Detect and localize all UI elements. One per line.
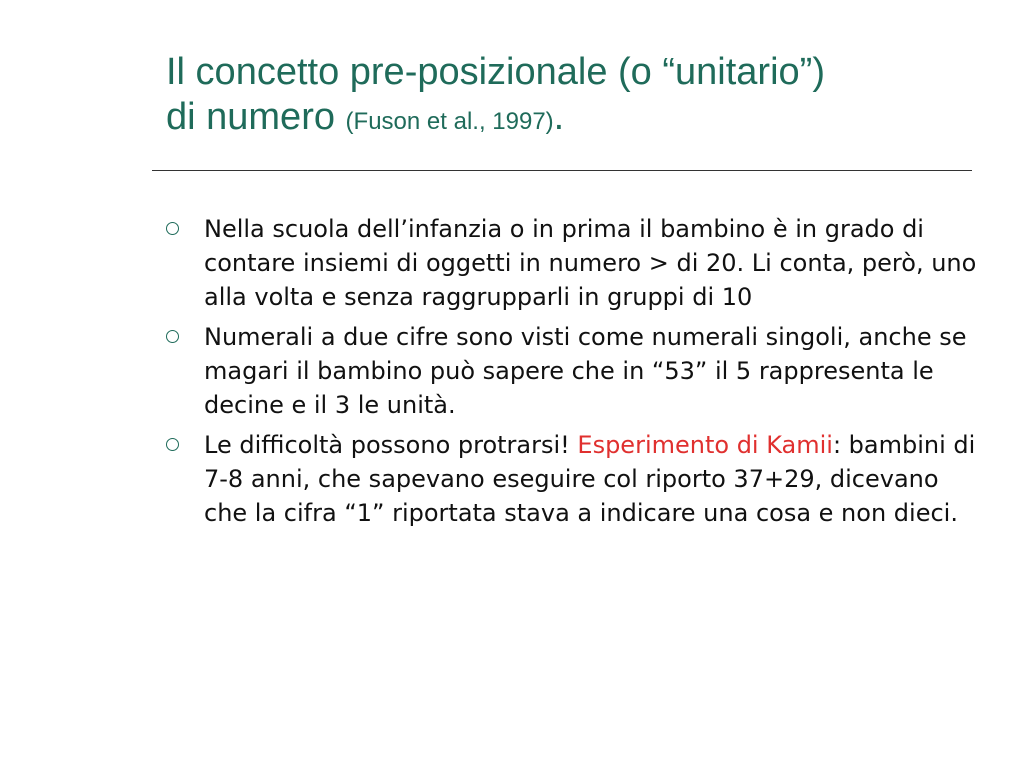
experiment-highlight: Esperimento di Kamii (577, 431, 833, 459)
bullet-item-1 (166, 212, 986, 314)
bullet-text-3-after: : bambini di 7-8 anni, che sapevano eseguire col riporto 37+29, dicevano che la cifra “1” riportata stava a indicare una cosa e non dieci. (204, 431, 976, 527)
bullet-item-2 (166, 320, 986, 422)
bullet-text-1: Nella scuola dell’infanzia o in prima il bambino è in grado di contare insiemi di oggetti in numero > di 20. Li conta, però, uno alla volta e senza raggrupparli in gruppi di 10 (204, 215, 977, 311)
bullet-item-3 (166, 428, 986, 530)
title-citation: (Fuson et al., 1997) (345, 108, 554, 135)
title-line-1: Il concetto pre-posizionale (o “unitario”) (166, 51, 825, 93)
bullet-text-2: Numerali a due cifre sono visti come numerali singoli, anche se magari il bambino può sapere che in “53” il 5 rappresenta le decine e il 3 le unità. (204, 323, 967, 419)
bullet-text-3-before: Le difficoltà possono protrarsi! (204, 431, 578, 459)
hollow-circle-bullet-icon (166, 222, 179, 235)
slide-title (166, 50, 996, 144)
title-line-2: di numero (166, 96, 335, 138)
hollow-circle-bullet-icon (166, 330, 179, 343)
hollow-circle-bullet-icon (166, 438, 179, 451)
bullet-list (166, 212, 986, 536)
title-period: . (553, 96, 565, 138)
title-divider (152, 170, 972, 171)
